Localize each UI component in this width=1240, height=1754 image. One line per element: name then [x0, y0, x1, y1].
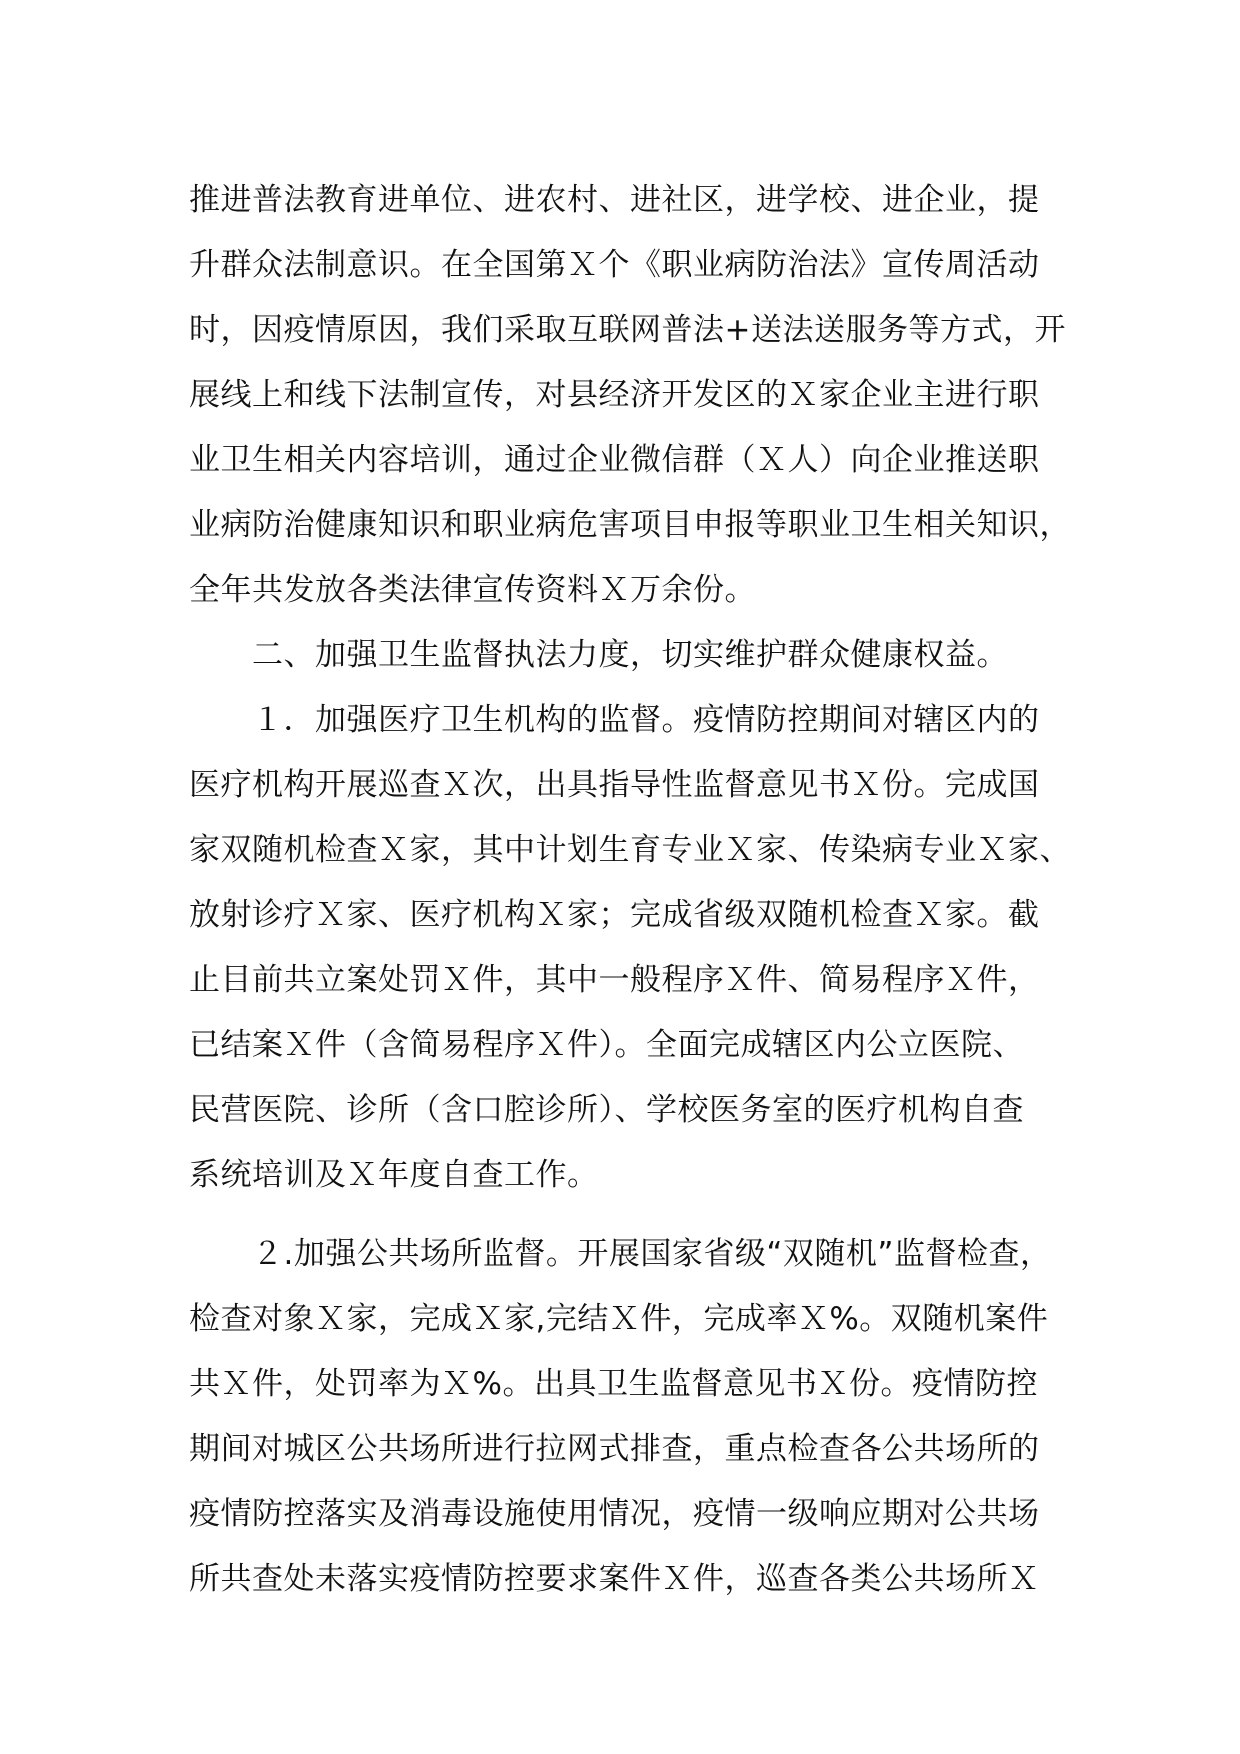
text-line: 民营医院、诊所（含口腔诊所）、学校医务室的医疗机构自查 — [189, 1092, 1024, 1128]
section-heading: 二、加强卫生监督执法力度，切实维护群众健康权益。 — [189, 637, 1008, 673]
text-line: ２.加强公共场所监督。开展国家省级“双随机”监督检查， — [189, 1236, 1052, 1272]
document-body — [189, 168, 1079, 1612]
text-line: 检查对象Ｘ家，完成Ｘ家,完结Ｘ件，完成率Ｘ%。双随机案件 — [189, 1301, 1049, 1337]
text-line: 推进普法教育进单位、进农村、进社区，进学校、进企业，提 — [189, 182, 1040, 218]
text-line: 所共查处未落实疫情防控要求案件Ｘ件，巡查各类公共场所Ｘ — [189, 1561, 1040, 1597]
text-line: 家双随机检查Ｘ家，其中计划生育专业Ｘ家、传染病专业Ｘ家、 — [189, 832, 1071, 868]
text-line: 业卫生相关内容培训，通过企业微信群（Ｘ人）向企业推送职 — [189, 442, 1040, 478]
paragraph-gap — [189, 1208, 1079, 1222]
text-line: 止目前共立案处罚Ｘ件，其中一般程序Ｘ件、简易程序Ｘ件， — [189, 962, 1040, 998]
text-line: 疫情防控落实及消毒设施使用情况，疫情一级响应期对公共场 — [189, 1496, 1040, 1532]
text-line: 业病防治健康知识和职业病危害项目申报等职业卫生相关知识， — [189, 507, 1071, 543]
text-line: 共Ｘ件，处罚率为Ｘ%。出具卫生监督意见书Ｘ份。疫情防控 — [189, 1366, 1038, 1402]
text-line: １．加强医疗卫生机构的监督。疫情防控期间对辖区内的 — [189, 702, 1040, 738]
text-line: 时，因疫情原因，我们采取互联网普法+送法送服务等方式，开 — [189, 312, 1066, 348]
text-line: 全年共发放各类法律宣传资料Ｘ万余份。 — [189, 572, 756, 608]
text-line: 升群众法制意识。在全国第Ｘ个《职业病防治法》宣传周活动 — [189, 247, 1040, 283]
text-line: 系统培训及Ｘ年度自查工作。 — [189, 1157, 599, 1193]
text-line: 已结案Ｘ件（含简易程序Ｘ件）。全面完成辖区内公立医院、 — [189, 1027, 1024, 1063]
text-line: 放射诊疗Ｘ家、医疗机构Ｘ家；完成省级双随机检查Ｘ家。截 — [189, 897, 1040, 933]
text-line: 医疗机构开展巡查Ｘ次，出具指导性监督意见书Ｘ份。完成国 — [189, 767, 1040, 803]
text-line: 展线上和线下法制宣传，对县经济开发区的Ｘ家企业主进行职 — [189, 377, 1040, 413]
text-line: 期间对城区公共场所进行拉网式排查，重点检查各公共场所的 — [189, 1431, 1040, 1467]
